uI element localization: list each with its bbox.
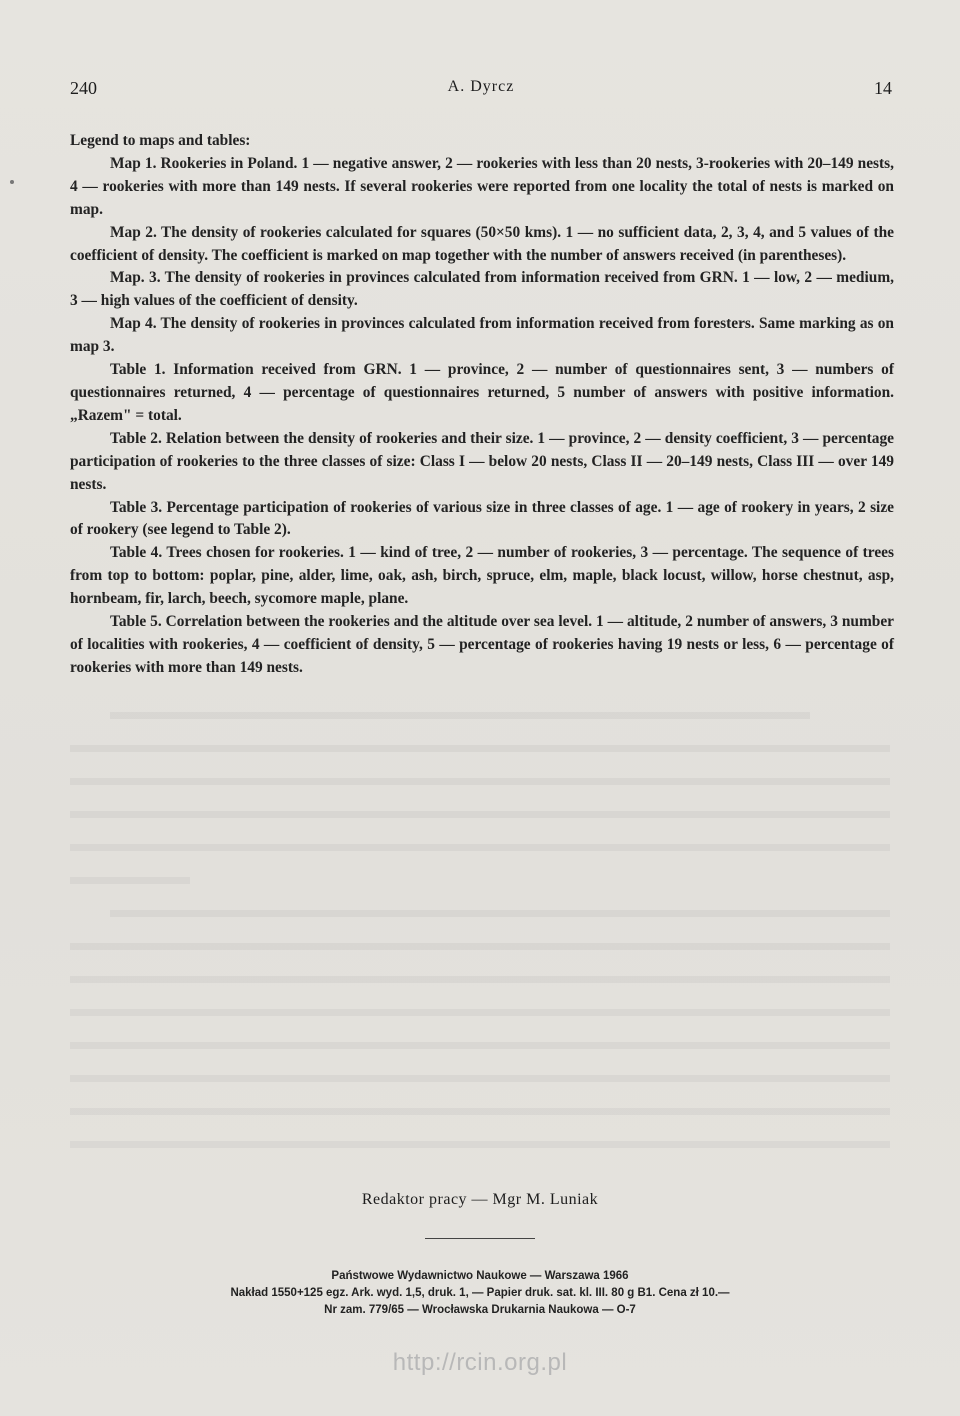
bleed-through-text [70,700,894,1170]
running-author: A. Dyrcz [447,78,515,95]
legend-entry: Map 1. Rookeries in Poland. 1 — negative answer, 2 — rookeries with less than 20 nests, 3-rookeries with 20–149 nests, 4 — rookeries with more than 149 nests. If several rookeries were reported from one locality the total of nests is marked on map. [70,154,894,218]
imprint-line-3: Nr zam. 779/65 — Wrocławska Drukarnia Naukowa — O-7 [324,1304,636,1316]
imprint-line-2: Nakład 1550+125 egz. Ark. wyd. 1,5, druk. 1, — Papier druk. sat. kl. III. 80 g B1. Cena zł 10.— [230,1287,730,1299]
legend-entry: Map. 3. The density of rookeries in provinces calculated from information received from GRN. 1 — low, 2 — medium, 3 — high values of the coefficient of density. [70,269,894,310]
legend-heading: Legend to maps and tables: [70,132,251,149]
legend-entry: Map 2. The density of rookeries calculated for squares (50×50 kms). 1 — no sufficient data, 2, 3, 4, and 5 values of the coefficient of density. The coefficient is marked on map together with the number of answers received (in parentheses). [70,223,894,264]
legend-entry: Table 1. Information received from GRN. 1 — province, 2 — number of questionnaires sent, 3 — numbers of questionnaires returned, 4 — percentage of questionnaires returned, 5 number of answers with positive information. „Razem" = total. [70,361,894,424]
legend-entry: Table 4. Trees chosen for rookeries. 1 — kind of tree, 2 — number of rookeries, 3 — percentage. The sequence of trees from top to bottom: poplar, pine, alder, lime, oak, ash, birch, spruce, elm, maple, black locust, willow, horse chestnut, asp, hornbeam, fir, larch, beech, sycomore maple, plane. [70,544,894,608]
legend-text [70,130,894,680]
legend-entry: Table 3. Percentage participation of rookeries of various size in three classes of age. 1 — age of rookery in years, 2 size of rookery (see legend to Table 2). [70,498,894,539]
imprint-line-1: Państwowe Wydawnictwo Naukowe — Warszawa 1966 [331,1270,629,1282]
running-header [70,78,892,102]
legend-entry: Map 4. The density of rookeries in provinces calculated from information received from foresters. Same marking as on map 3. [70,315,894,356]
legend-entry: Table 2. Relation between the density of rookeries and their size. 1 — province, 2 — density coefficient, 3 — percentage participation of rookeries to the three classes of size: Class I — below 20 nests, Class II — 20–149 nests, Class III — over 149 nests. [70,429,894,493]
page-number: 240 [70,78,97,98]
divider-rule [425,1238,535,1239]
legend-entry: Table 5. Correlation between the rookeries and the altitude over sea level. 1 — altitude, 2 number of answers, 3 number of localities with rookeries, 4 — coefficient of density, 5 — percentage of rookeries having 19 nests or less, 6 — percentage of rookeries with more than 149 nests. [70,613,894,676]
editor-credit: Redaktor pracy — Mgr M. Luniak [361,1191,599,1208]
speck [10,180,14,184]
watermark-url[interactable]: http://rcin.org.pl [392,1349,568,1376]
printing-imprint [0,1268,960,1319]
section-number: 14 [874,78,892,98]
